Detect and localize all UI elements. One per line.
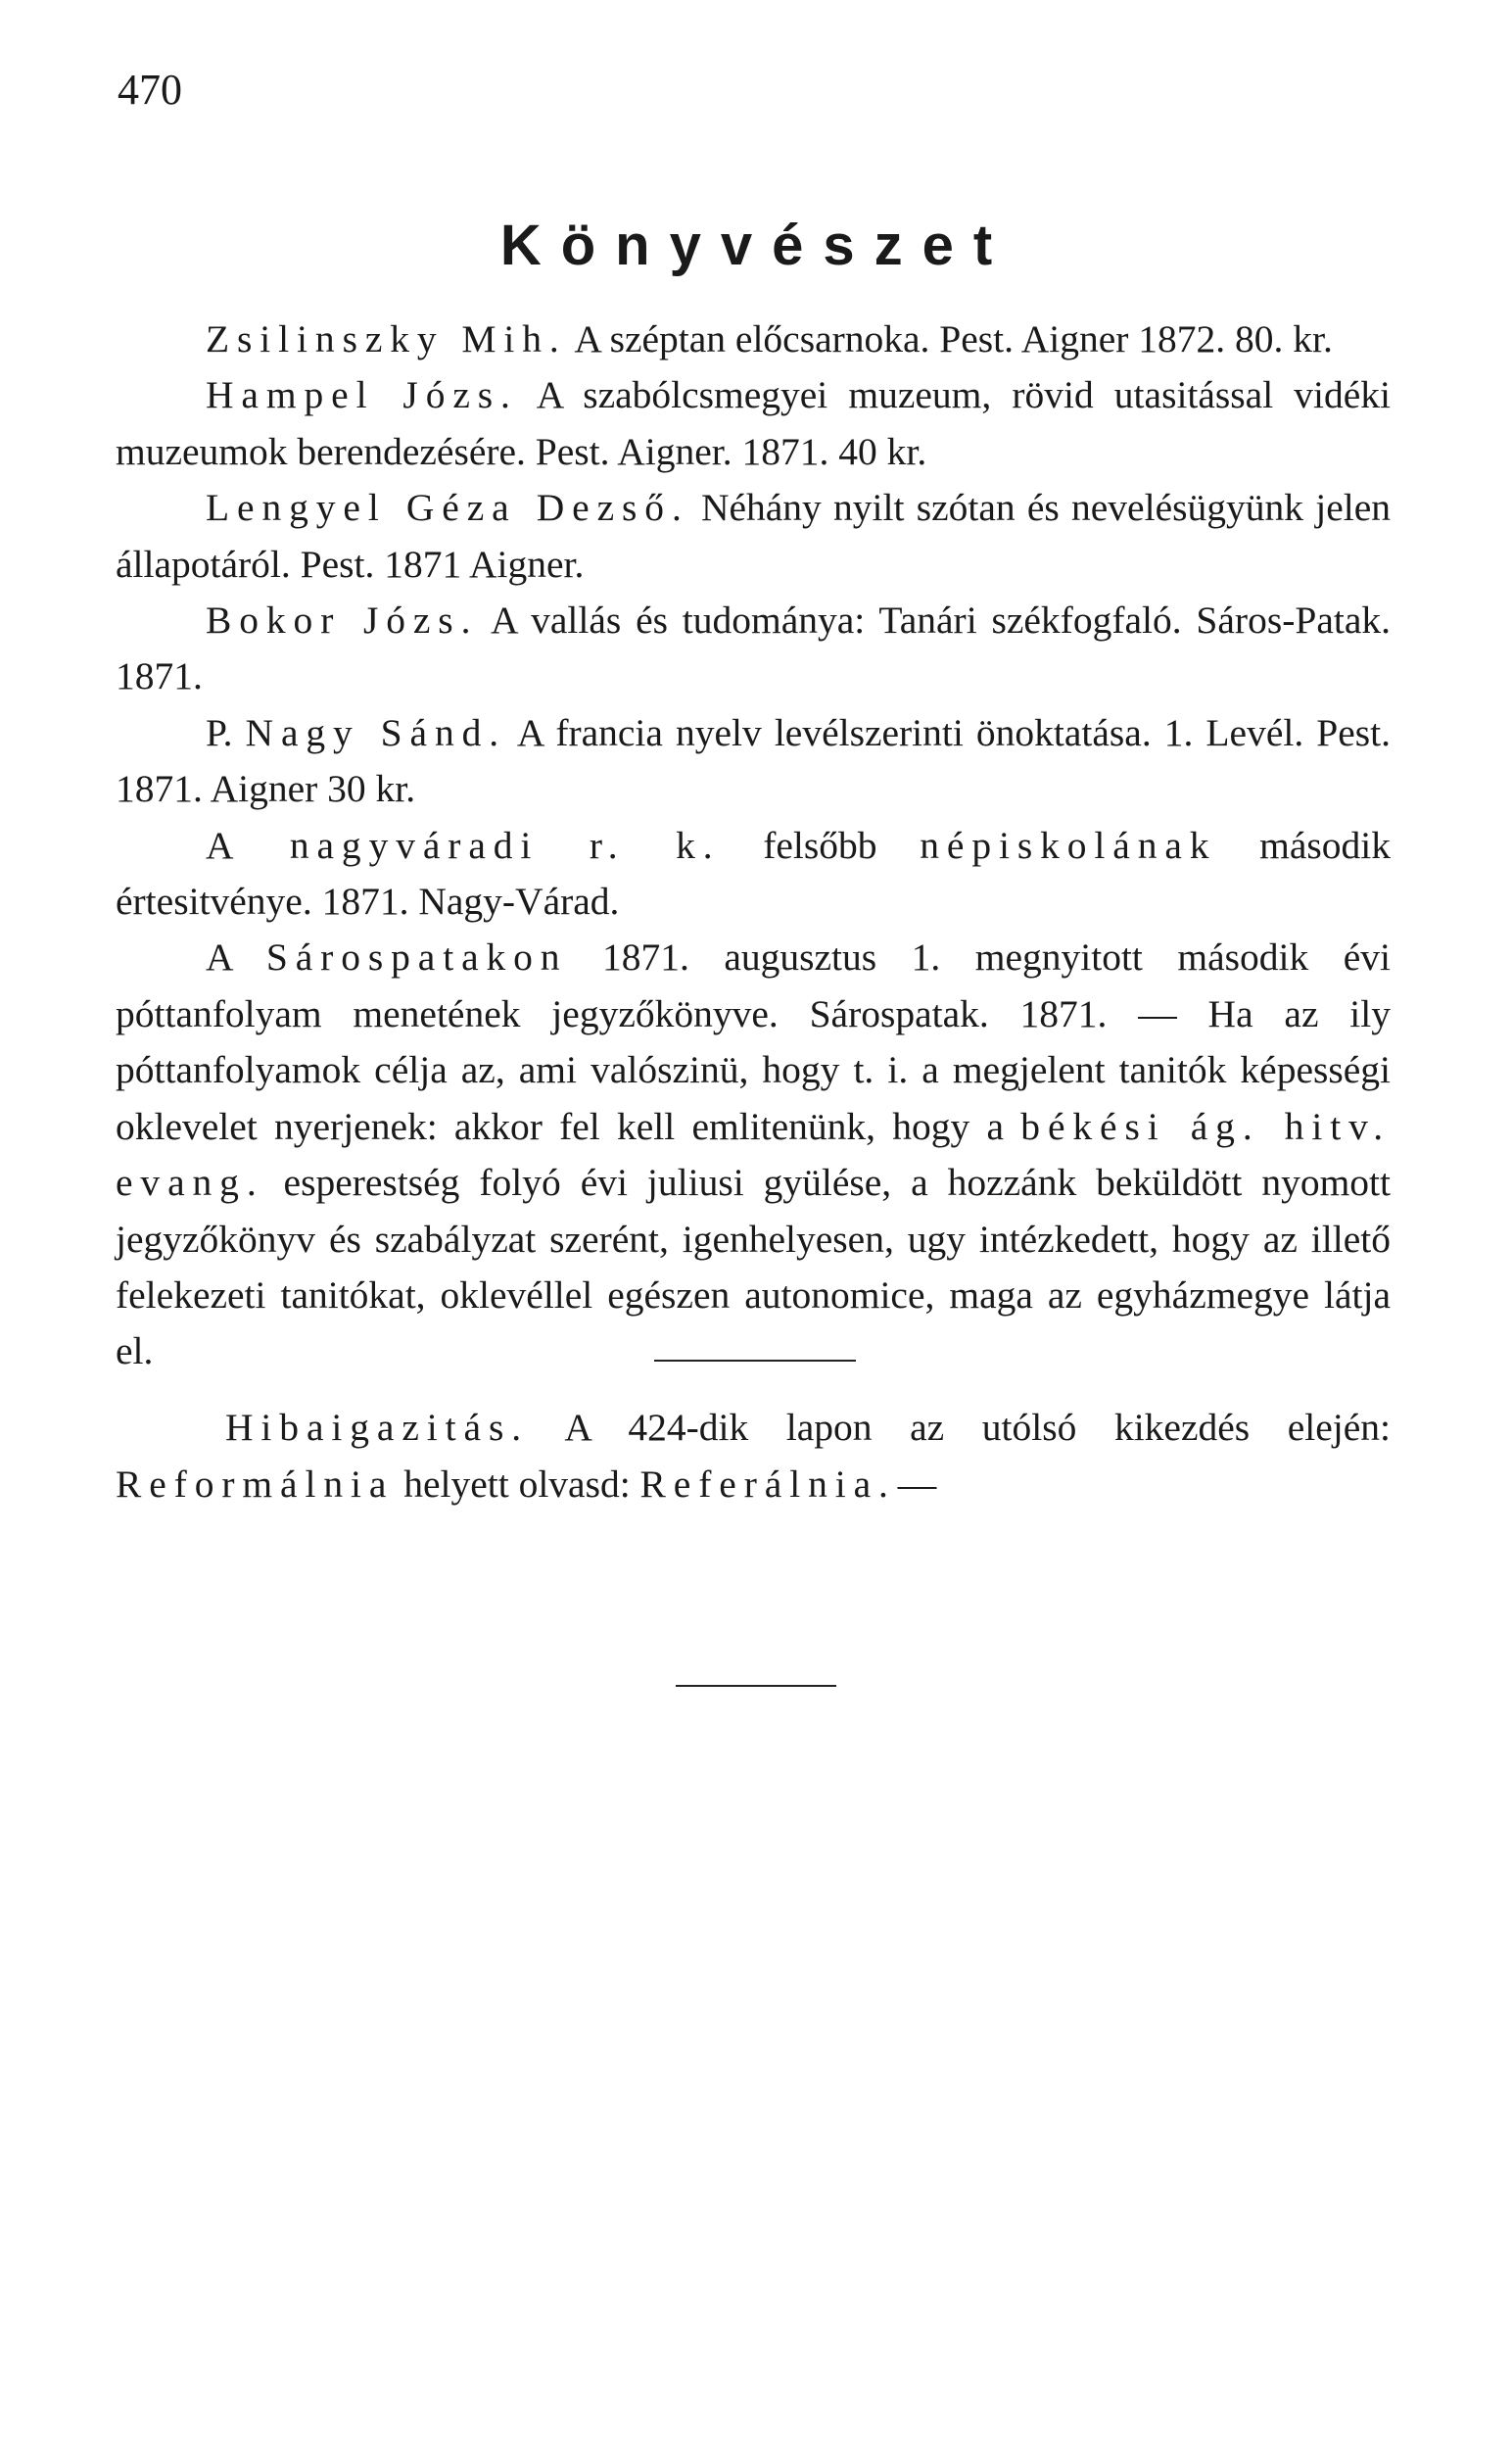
- entry-author: Nagy Sánd.: [245, 710, 507, 754]
- end-divider: [676, 1685, 836, 1687]
- entry-author-prefix: P.: [206, 710, 246, 754]
- entry-text: 1871. augusztus 1. megnyitott második évi póttanfolyam menetének jegyzőkönyve. Sárospatak. 1871. — Ha az ily póttanfolyamok célja az, ami valószinü, hogy t. i. a megjelent tanitók képességi oklevelet nyerjenek: akkor fel kell emlitenünk, hogy a: [116, 935, 1391, 1148]
- page-number: 470: [118, 66, 182, 114]
- entry-prefix: A: [206, 935, 266, 980]
- erratum-text: A 424-dik lapon az utólsó kikezdés elején:: [529, 1406, 1391, 1449]
- entry-emphasis: népiskolának: [920, 823, 1217, 867]
- erratum-paragraph: [116, 1399, 1391, 1512]
- bibliography-entry: [116, 480, 1391, 593]
- entry-author: Hampel Józs.: [206, 373, 518, 417]
- entry-text: esperestség folyó évi juliusi gyülése, a hozzánk beküldött nyomott jegyzőkönyv és szabályzat szerént, igenhelyesen, ugy intézkedett, hogy az illető felekezeti tanitókat, oklevéllel egészen autonomice, maga az egyházmegye látja el.: [116, 1161, 1391, 1373]
- entry-author: Zsilinszky Mih.: [206, 317, 567, 360]
- erratum-text: . —: [878, 1463, 937, 1506]
- entry-text: második értesitvénye. 1871. Nagy-Várad.: [116, 823, 1391, 924]
- entry-emphasis: békési ág. hitv. evang.: [116, 1104, 1391, 1205]
- entry-text: A szabólcsmegyei muzeum, rövid utasitással vidéki muzeumok berendezésére. Pest. Aigner. 1871. 40 kr.: [116, 373, 1391, 473]
- bibliography-list: [116, 312, 1391, 1380]
- entry-text: Néhány nyilt szótan és nevelésügyünk jelen állapotáról. Pest. 1871 Aigner.: [116, 486, 1391, 586]
- erratum-text: helyett olvasd:: [394, 1463, 640, 1506]
- section-divider: [654, 1360, 856, 1362]
- erratum-wrong-word: Reformálnia: [116, 1463, 395, 1506]
- bibliography-entry: [116, 818, 1391, 931]
- bibliography-entry: [116, 930, 1391, 1379]
- entry-author: Bokor Józs.: [206, 599, 479, 643]
- bibliography-entry: [116, 593, 1391, 705]
- page-title: Könyvészet: [499, 214, 1013, 277]
- erratum: [116, 1399, 1391, 1512]
- entry-text: A francia nyelv levélszerinti önoktatása. 1. Levél. Pest. 1871. Aigner 30 kr.: [116, 710, 1391, 811]
- entry-author: Lengyel Géza Dezső.: [206, 486, 689, 530]
- entry-text: felsőbb: [720, 823, 921, 867]
- entry-author: A nagyváradi r. k.: [206, 823, 721, 867]
- erratum-correct-word: Referálnia: [639, 1463, 879, 1506]
- bibliography-entry: [116, 367, 1391, 480]
- entry-text: A vallás és tudománya: Tanári székfogfaló. Sáros-Patak. 1871.: [116, 599, 1391, 698]
- bibliography-entry: [116, 705, 1391, 818]
- erratum-label: Hibaigazitás.: [225, 1406, 529, 1449]
- bibliography-entry: [116, 312, 1391, 367]
- entry-text: A széptan előcsarnoka. Pest. Aigner 1872. 80. kr.: [566, 317, 1333, 360]
- entry-emphasis: Sárospatakon: [265, 935, 568, 980]
